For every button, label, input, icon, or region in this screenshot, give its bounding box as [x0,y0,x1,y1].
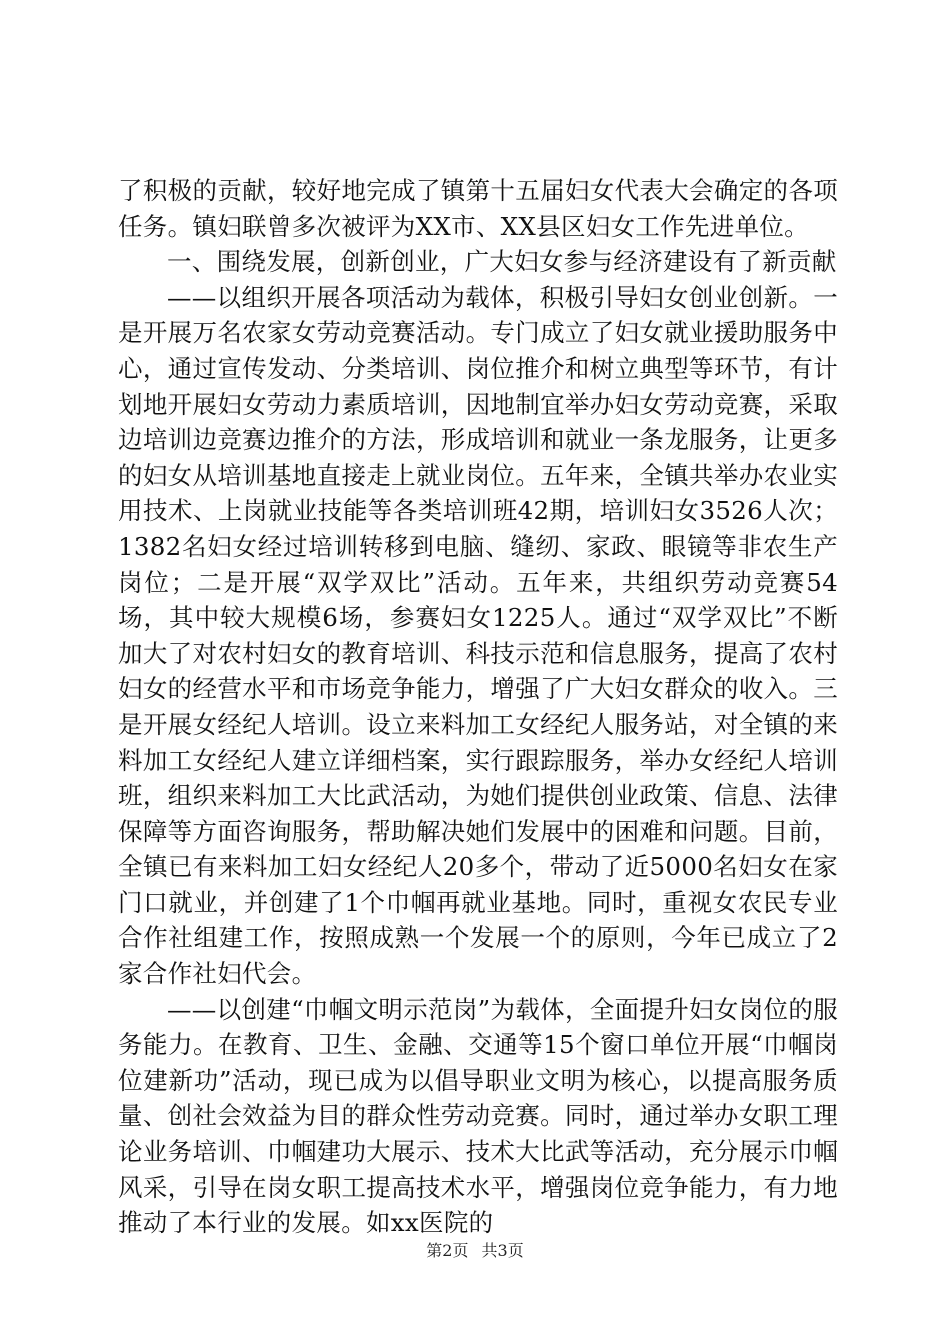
page-number: 第2页 [426,1241,469,1260]
page-total: 共3页 [481,1241,524,1260]
document-body [118,173,838,1241]
paragraph-model-post: ——以创建“巾帼文明示范岗”为载体，全面提升妇女岗位的服务能力。在教育、卫生、金融、交通等15个窗口单位开展“巾帼岗位建新功”活动，现已成为以倡导职业文明为核心，以提高服务质量、创社会效益为目的群众性劳动竞赛。同时，通过举办女职工理论业务培训、巾帼建功大展示、技术大比武等活动，充分展示巾帼风采，引导在岗女职工提高技术水平，增强岗位竞争能力，有力地推动了本行业的发展。如xx医院的 [118,994,838,1238]
paragraph-entrepreneurship: ——以组织开展各项活动为载体，积极引导妇女创业创新。一是开展万名农家女劳动竞赛活动。专门成立了妇女就业援助服务中心，通过宣传发动、分类培训、岗位推介和树立典型等环节，有计划地开展妇女劳动力素质培训，因地制宜举办妇女劳动竞赛，采取边培训边竞赛边推介的方法，形成培训和就业一条龙服务，让更多的妇女从培训基地直接走上就业岗位。五年来，全镇共举办农业实用技术、上岗就业技能等各类培训班42期，培训妇女3526人次；1382名妇女经过培训转移到电脑、缝纫、家政、眼镜等非农生产岗位；二是开展“双学双比”活动。五年来，共组织劳动竞赛54场，其中较大规模6场，参赛妇女1225人。通过“双学双比”不断加大了对农村妇女的教育培训、科技示范和信息服务，提高了农村妇女的经营水平和市场竞争能力，增强了广大妇女群众的收入。三是开展女经纪人培训。设立来料加工女经纪人服务站，对全镇的来料加工女经纪人建立详细档案，实行跟踪服务，举办女经纪人培训班，组织来料加工大比武活动，为她们提供创业政策、信息、法律保障等方面咨询服务，帮助解决她们发展中的困难和问题。目前，全镇已有来料加工妇女经纪人20多个，带动了近5000名妇女在家门口就业，并创建了1个巾帼再就业基地。同时，重视女农民专业合作社组建工作，按照成熟一个发展一个的原则，今年已成立了2家合作社妇代会。 [118,282,838,989]
section-heading: 一、围绕发展，创新创业，广大妇女参与经济建设有了新贡献 [167,247,837,277]
paragraph-continuation: 了积极的贡献，较好地完成了镇第十五届妇女代表大会确定的各项任务。镇妇联曾多次被评为XX市、XX县区妇女工作先进单位。 [118,176,838,241]
page-footer [0,1238,950,1261]
